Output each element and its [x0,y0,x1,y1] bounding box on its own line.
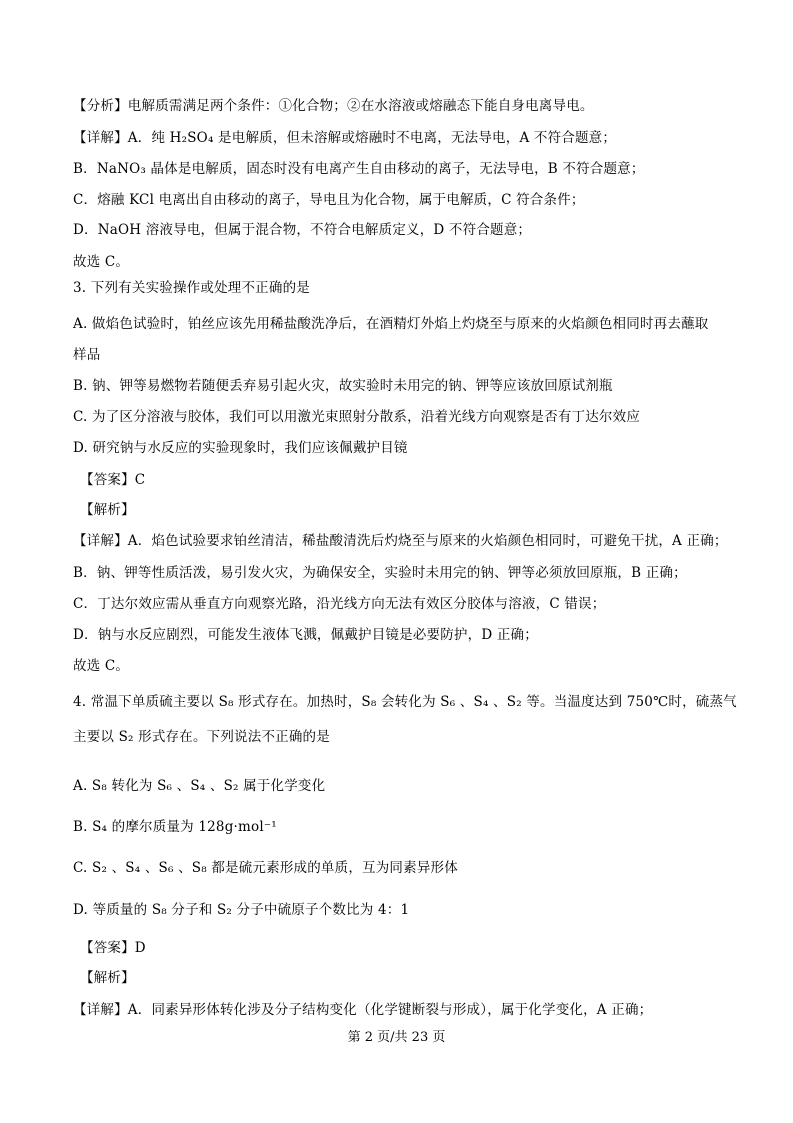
page-number: 第 2 页/共 23 页 [347,1030,446,1045]
q3-option-a: A. 做焰色试验时，铂丝应该先用稀盐酸洗净后，在酒精灯外焰上灼烧至与原来的火焰颜色相同时再去蘸取 [73,316,709,332]
detail-line-c: C．熔融 KCl 电离出自由移动的离子，导电且为化合物，属于电解质，C 符合条件； [73,192,585,208]
q3-detail-d: D．钠与水反应剧烈，可能发生液体飞溅，佩戴护目镜是必要防护，D 正确； [73,627,538,643]
q3-detail-c: C．丁达尔效应需从垂直方向观察光路，沿光线方向无法有效区分胶体与溶液，C 错误； [73,596,606,612]
q4-analysis-label: 【解析】 [80,970,135,986]
conclusion-line: 故选 C。 [73,254,130,270]
q3-detail-b: B．钠、钾等性质活泼，易引发火灾，为确保安全，实验时未用完的钠、钾等必须放回原瓶，B 正确； [73,565,687,581]
q3-detail-a: 【详解】A．焰色试验要求铂丝清洁，稀盐酸清洗后灼烧至与原来的火焰颜色相同时，可避免干扰，A 正确； [73,533,728,549]
detail-line-a: 【详解】A．纯 H₂SO₄ 是电解质，但未溶解或熔融时不电离，无法导电，A 不符合题意； [73,130,617,146]
q3-option-c: C. 为了区分溶液与胶体，我们可以用激光束照射分散系，沿着光线方向观察是否有丁达尔效应 [73,409,641,425]
q4-detail-a: 【详解】A．同素异形体转化涉及分子结构变化（化学键断裂与形成），属于化学变化，A 正确； [73,1002,653,1018]
q3-answer: 【答案】C [80,472,146,488]
q3-option-b: B. 钠、钾等易燃物若随便丢弃易引起火灾，故实验时未用完的钠、钾等应该放回原试剂瓶 [73,378,613,394]
question-3-stem: 3. 下列有关实验操作或处理不正确的是 [73,280,310,296]
detail-line-b: B．NaNO₃ 晶体是电解质，固态时没有电离产生自由移动的离子，无法导电，B 不符合题意； [73,161,645,177]
q3-analysis-label: 【解析】 [80,502,135,518]
q3-option-a-cont: 样品 [73,347,101,363]
analysis-line: 【分析】电解质需满足两个条件：①化合物；②在水溶液或熔融态下能自身电离导电。 [73,98,594,114]
detail-line-d: D．NaOH 溶液导电，但属于混合物，不符合电解质定义，D 不符合题意； [73,222,532,238]
q4-option-c: C. S₂ 、S₄ 、S₆ 、S₈ 都是硫元素形成的单质，互为同素异形体 [73,860,458,876]
q4-option-a: A. S₈ 转化为 S₆ 、S₄ 、S₂ 属于化学变化 [73,778,326,794]
q3-option-d: D. 研究钠与水反应的实验现象时，我们应该佩戴护目镜 [73,440,408,456]
q3-conclusion: 故选 C。 [73,658,130,674]
q4-answer: 【答案】D [80,940,146,956]
question-4-stem-cont: 主要以 S₂ 形式存在。下列说法不正确的是 [73,729,330,745]
question-4-stem: 4. 常温下单质硫主要以 S₈ 形式存在。加热时，S₈ 会转化为 S₆ 、S₄ 、S₂ 等。当温度达到 750℃时，硫蒸气 [73,694,737,710]
q4-option-b: B. S₄ 的摩尔质量为 128g·mol⁻¹ [73,819,277,835]
q4-option-d: D. 等质量的 S₈ 分子和 S₂ 分子中硫原子个数比为 4：1 [73,902,410,918]
